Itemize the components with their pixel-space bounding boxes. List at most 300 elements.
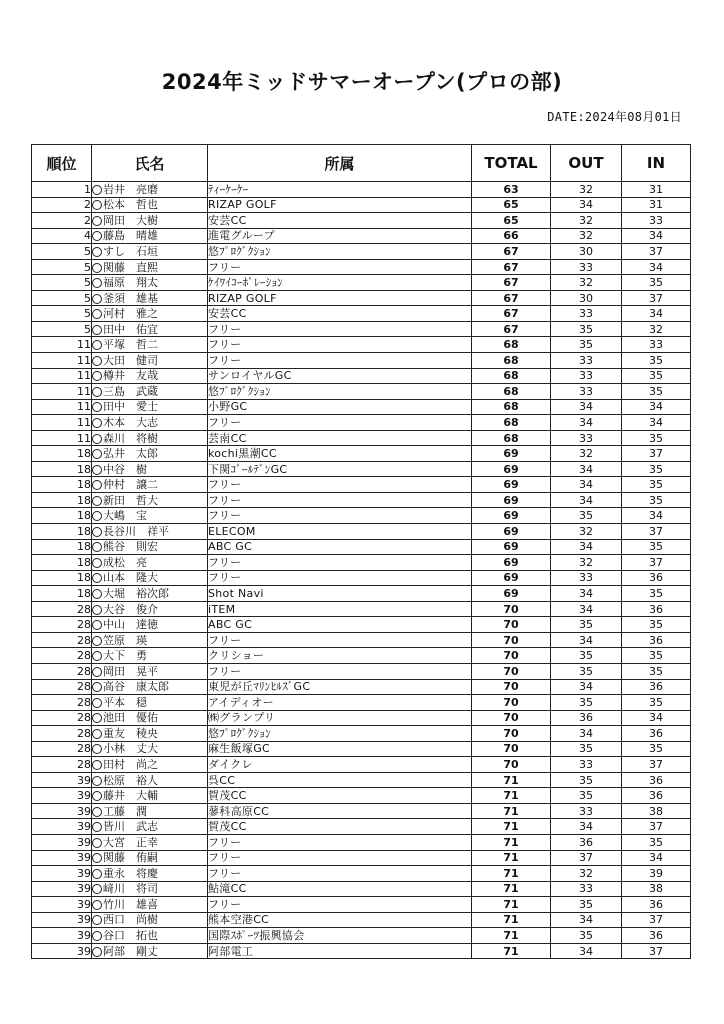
rank-cell: 5 — [32, 275, 92, 291]
player-name: 釜須 雄基 — [103, 291, 158, 305]
out-score-cell: 30 — [551, 244, 622, 260]
circle-icon — [92, 449, 102, 459]
player-name-cell — [92, 788, 208, 804]
out-score-cell: 34 — [551, 197, 622, 213]
affiliation-cell: アイディオー — [208, 695, 472, 711]
table-row — [32, 928, 691, 944]
total-score-cell: 63 — [472, 182, 551, 198]
out-score-cell: 32 — [551, 555, 622, 571]
in-score-cell: 37 — [622, 524, 691, 540]
total-score-cell: 69 — [472, 539, 551, 555]
rank-cell: 39 — [32, 819, 92, 835]
player-name-cell — [92, 228, 208, 244]
table-row — [32, 772, 691, 788]
circle-icon — [92, 247, 102, 257]
table-row — [32, 819, 691, 835]
total-score-cell: 69 — [472, 555, 551, 571]
circle-icon — [92, 667, 102, 677]
affiliation-cell: フリー — [208, 492, 472, 508]
total-score-cell: 68 — [472, 353, 551, 369]
player-name-cell — [92, 726, 208, 742]
in-score-cell: 36 — [622, 772, 691, 788]
player-name-cell — [92, 353, 208, 369]
total-score-cell: 71 — [472, 803, 551, 819]
in-score-cell: 36 — [622, 679, 691, 695]
header-affiliation: 所属 — [208, 145, 472, 182]
in-score-cell: 36 — [622, 570, 691, 586]
affiliation-cell: 安芸CC — [208, 306, 472, 322]
table-row — [32, 741, 691, 757]
player-name-cell — [92, 819, 208, 835]
circle-icon — [92, 185, 102, 195]
circle-icon — [92, 744, 102, 754]
circle-icon — [92, 698, 102, 708]
page-title: 2024年ミッドサマーオープン(プロの部) — [161, 70, 563, 94]
affiliation-cell: 鮎滝CC — [208, 881, 472, 897]
rank-cell: 5 — [32, 259, 92, 275]
rank-cell: 39 — [32, 943, 92, 959]
table-row — [32, 648, 691, 664]
out-score-cell: 34 — [551, 601, 622, 617]
circle-icon — [92, 713, 102, 723]
table-row — [32, 477, 691, 493]
player-name-cell — [92, 695, 208, 711]
in-score-cell: 36 — [622, 632, 691, 648]
circle-icon — [92, 760, 102, 770]
circle-icon — [92, 822, 102, 832]
out-score-cell: 32 — [551, 446, 622, 462]
affiliation-cell: フリー — [208, 663, 472, 679]
table-row — [32, 788, 691, 804]
circle-icon — [92, 527, 102, 537]
table-row — [32, 663, 691, 679]
in-score-cell: 34 — [622, 710, 691, 726]
affiliation-cell: 呉CC — [208, 772, 472, 788]
rank-cell: 11 — [32, 430, 92, 446]
player-name-cell — [92, 881, 208, 897]
circle-icon — [92, 900, 102, 910]
table-row — [32, 228, 691, 244]
out-score-cell: 33 — [551, 368, 622, 384]
rank-cell: 28 — [32, 679, 92, 695]
player-name-cell — [92, 197, 208, 213]
affiliation-cell: 下関ｺﾞｰﾙﾃﾞﾝGC — [208, 461, 472, 477]
out-score-cell: 36 — [551, 834, 622, 850]
rank-cell: 39 — [32, 928, 92, 944]
affiliation-cell: ABC GC — [208, 539, 472, 555]
total-score-cell: 69 — [472, 570, 551, 586]
out-score-cell: 35 — [551, 741, 622, 757]
table-row — [32, 197, 691, 213]
affiliation-cell: 東児が丘ﾏﾘﾝﾋﾙｽﾞGC — [208, 679, 472, 695]
out-score-cell: 32 — [551, 182, 622, 198]
rank-cell: 28 — [32, 601, 92, 617]
player-name-cell — [92, 244, 208, 260]
table-row — [32, 368, 691, 384]
player-name-cell — [92, 648, 208, 664]
player-name: 田村 尚之 — [103, 758, 158, 771]
rank-cell: 39 — [32, 834, 92, 850]
circle-icon — [92, 869, 102, 879]
out-score-cell: 35 — [551, 648, 622, 664]
rank-cell: 11 — [32, 399, 92, 415]
player-name: 福原 翔太 — [103, 276, 158, 290]
in-score-cell: 34 — [622, 228, 691, 244]
player-name: 岡田 大樹 — [103, 213, 158, 227]
player-name-cell — [92, 415, 208, 431]
out-score-cell: 33 — [551, 881, 622, 897]
circle-icon — [92, 542, 102, 552]
date-label: DATE:2024年08月01日 — [547, 110, 682, 124]
in-score-cell: 35 — [622, 663, 691, 679]
table-row — [32, 586, 691, 602]
out-score-cell: 33 — [551, 384, 622, 400]
player-name: 大下 勇 — [103, 649, 147, 663]
out-score-cell: 34 — [551, 477, 622, 493]
total-score-cell: 71 — [472, 866, 551, 882]
table-row — [32, 834, 691, 850]
out-score-cell: 35 — [551, 617, 622, 633]
total-score-cell: 71 — [472, 788, 551, 804]
player-name: 田中 佑宜 — [103, 322, 158, 336]
table-row — [32, 601, 691, 617]
total-score-cell: 69 — [472, 524, 551, 540]
total-score-cell: 67 — [472, 275, 551, 291]
total-score-cell: 69 — [472, 477, 551, 493]
in-score-cell: 34 — [622, 850, 691, 866]
in-score-cell: 37 — [622, 290, 691, 306]
out-score-cell: 37 — [551, 850, 622, 866]
table-row — [32, 306, 691, 322]
rank-cell: 39 — [32, 866, 92, 882]
in-score-cell: 37 — [622, 912, 691, 928]
out-score-cell: 34 — [551, 679, 622, 695]
affiliation-cell: フリー — [208, 866, 472, 882]
player-name-cell — [92, 586, 208, 602]
affiliation-cell: ㈱グランプリ — [208, 710, 472, 726]
results-table — [31, 144, 691, 959]
circle-icon — [92, 573, 102, 583]
out-score-cell: 34 — [551, 539, 622, 555]
rank-cell: 11 — [32, 337, 92, 353]
player-name: 成松 亮 — [103, 555, 147, 569]
circle-icon — [92, 216, 102, 226]
out-score-cell: 30 — [551, 290, 622, 306]
affiliation-cell: 国際ｽﾎﾟｰﾂ振興協会 — [208, 928, 472, 944]
table-row — [32, 524, 691, 540]
player-name-cell — [92, 399, 208, 415]
affiliation-cell: フリー — [208, 477, 472, 493]
player-name-cell — [92, 508, 208, 524]
table-row — [32, 757, 691, 773]
player-name: 谷口 拓也 — [103, 929, 158, 943]
player-name: 竹川 雄喜 — [103, 897, 158, 911]
affiliation-cell: RIZAP GOLF — [208, 290, 472, 306]
total-score-cell: 71 — [472, 912, 551, 928]
circle-icon — [92, 231, 102, 241]
rank-cell: 39 — [32, 850, 92, 866]
table-row — [32, 259, 691, 275]
total-score-cell: 67 — [472, 259, 551, 275]
total-score-cell: 70 — [472, 632, 551, 648]
rank-cell: 11 — [32, 368, 92, 384]
total-score-cell: 71 — [472, 772, 551, 788]
in-score-cell: 34 — [622, 415, 691, 431]
out-score-cell: 34 — [551, 492, 622, 508]
player-name: 新田 哲大 — [103, 493, 158, 507]
player-name-cell — [92, 182, 208, 198]
table-row — [32, 275, 691, 291]
affiliation-cell: フリー — [208, 570, 472, 586]
out-score-cell: 32 — [551, 228, 622, 244]
total-score-cell: 71 — [472, 897, 551, 913]
player-name: 関藤 侑嗣 — [103, 851, 158, 865]
table-row — [32, 213, 691, 229]
player-name: 河村 雅之 — [103, 307, 158, 321]
table-row — [32, 881, 691, 897]
in-score-cell: 35 — [622, 617, 691, 633]
affiliation-cell: 賀茂CC — [208, 788, 472, 804]
in-score-cell: 35 — [622, 384, 691, 400]
circle-icon — [92, 511, 102, 521]
in-score-cell: 35 — [622, 586, 691, 602]
affiliation-cell: フリー — [208, 632, 472, 648]
total-score-cell: 71 — [472, 943, 551, 959]
circle-icon — [92, 605, 102, 615]
affiliation-cell: 悠ﾌﾟﾛｸﾞｸｼｮﾝ — [208, 726, 472, 742]
player-name-cell — [92, 912, 208, 928]
player-name: 小林 丈大 — [103, 742, 158, 756]
table-row — [32, 244, 691, 260]
player-name: 長谷川 祥平 — [103, 524, 169, 538]
player-name-cell — [92, 290, 208, 306]
out-score-cell: 35 — [551, 897, 622, 913]
rank-cell: 11 — [32, 415, 92, 431]
player-name-cell — [92, 539, 208, 555]
out-score-cell: 32 — [551, 866, 622, 882]
circle-icon — [92, 200, 102, 210]
table-row — [32, 539, 691, 555]
table-row — [32, 492, 691, 508]
out-score-cell: 32 — [551, 524, 622, 540]
player-name-cell — [92, 632, 208, 648]
rank-cell: 28 — [32, 663, 92, 679]
player-name: 中山 達徳 — [103, 618, 158, 632]
circle-icon — [92, 496, 102, 506]
player-name-cell — [92, 570, 208, 586]
table-row — [32, 290, 691, 306]
total-score-cell: 70 — [472, 601, 551, 617]
rank-cell: 2 — [32, 197, 92, 213]
total-score-cell: 67 — [472, 244, 551, 260]
table-row — [32, 617, 691, 633]
affiliation-cell: 悠ﾌﾟﾛｸﾞｸｼｮﾝ — [208, 384, 472, 400]
rank-cell: 18 — [32, 508, 92, 524]
total-score-cell: 71 — [472, 881, 551, 897]
circle-icon — [92, 947, 102, 957]
out-score-cell: 33 — [551, 803, 622, 819]
circle-icon — [92, 356, 102, 366]
total-score-cell: 68 — [472, 384, 551, 400]
in-score-cell: 37 — [622, 943, 691, 959]
in-score-cell: 37 — [622, 819, 691, 835]
total-score-cell: 70 — [472, 726, 551, 742]
rank-cell: 39 — [32, 912, 92, 928]
affiliation-cell: 小野GC — [208, 399, 472, 415]
table-row — [32, 399, 691, 415]
affiliation-cell: フリー — [208, 353, 472, 369]
player-name: 三島 武蔵 — [103, 384, 158, 398]
header-total: TOTAL — [472, 145, 551, 182]
player-name: 関藤 直熙 — [103, 260, 158, 274]
in-score-cell: 36 — [622, 897, 691, 913]
in-score-cell: 34 — [622, 508, 691, 524]
affiliation-cell: フリー — [208, 415, 472, 431]
circle-icon — [92, 853, 102, 863]
affiliation-cell: 安芸CC — [208, 213, 472, 229]
rank-cell: 5 — [32, 321, 92, 337]
player-name: 重友 稜央 — [103, 726, 158, 740]
table-row — [32, 555, 691, 571]
table-row — [32, 632, 691, 648]
player-name: 中谷 樹 — [103, 462, 147, 476]
table-row — [32, 446, 691, 462]
player-name: 笠原 瑛 — [103, 633, 147, 647]
total-score-cell: 70 — [472, 757, 551, 773]
player-name: 大谷 俊介 — [103, 602, 158, 616]
in-score-cell: 33 — [622, 213, 691, 229]
total-score-cell: 69 — [472, 446, 551, 462]
total-score-cell: 70 — [472, 663, 551, 679]
in-score-cell: 38 — [622, 881, 691, 897]
rank-cell: 18 — [32, 586, 92, 602]
table-row — [32, 384, 691, 400]
rank-cell: 39 — [32, 803, 92, 819]
out-score-cell: 35 — [551, 695, 622, 711]
in-score-cell: 35 — [622, 430, 691, 446]
rank-cell: 18 — [32, 446, 92, 462]
player-name-cell — [92, 741, 208, 757]
rank-cell: 28 — [32, 757, 92, 773]
player-name: 木本 大志 — [103, 415, 158, 429]
player-name-cell — [92, 337, 208, 353]
in-score-cell: 36 — [622, 726, 691, 742]
out-score-cell: 35 — [551, 928, 622, 944]
player-name: 大嶋 宝 — [103, 509, 147, 523]
player-name-cell — [92, 492, 208, 508]
circle-icon — [92, 807, 102, 817]
affiliation-cell: 麻生飯塚GC — [208, 741, 472, 757]
rank-cell: 4 — [32, 228, 92, 244]
player-name-cell — [92, 446, 208, 462]
circle-icon — [92, 915, 102, 925]
player-name-cell — [92, 897, 208, 913]
in-score-cell: 38 — [622, 803, 691, 819]
player-name: 高谷 康太郎 — [103, 680, 169, 694]
total-score-cell: 70 — [472, 741, 551, 757]
rank-cell: 5 — [32, 306, 92, 322]
out-score-cell: 34 — [551, 586, 622, 602]
player-name: 平塚 哲二 — [103, 338, 158, 352]
circle-icon — [92, 418, 102, 428]
total-score-cell: 70 — [472, 695, 551, 711]
header-row — [32, 145, 691, 182]
out-score-cell: 34 — [551, 943, 622, 959]
total-score-cell: 65 — [472, 197, 551, 213]
in-score-cell: 34 — [622, 259, 691, 275]
player-name: 松本 哲也 — [103, 198, 158, 212]
in-score-cell: 37 — [622, 555, 691, 571]
player-name-cell — [92, 524, 208, 540]
affiliation-cell: クリショー — [208, 648, 472, 664]
rank-cell: 28 — [32, 648, 92, 664]
total-score-cell: 67 — [472, 321, 551, 337]
rank-cell: 18 — [32, 555, 92, 571]
circle-icon — [92, 294, 102, 304]
player-name-cell — [92, 772, 208, 788]
in-score-cell: 35 — [622, 368, 691, 384]
in-score-cell: 35 — [622, 741, 691, 757]
in-score-cell: 35 — [622, 275, 691, 291]
circle-icon — [92, 309, 102, 319]
total-score-cell: 70 — [472, 710, 551, 726]
total-score-cell: 68 — [472, 415, 551, 431]
player-name-cell — [92, 306, 208, 322]
rank-cell: 2 — [32, 213, 92, 229]
total-score-cell: 69 — [472, 508, 551, 524]
total-score-cell: 68 — [472, 368, 551, 384]
player-name-cell — [92, 617, 208, 633]
circle-icon — [92, 263, 102, 273]
player-name-cell — [92, 803, 208, 819]
in-score-cell: 39 — [622, 866, 691, 882]
table-row — [32, 726, 691, 742]
player-name-cell — [92, 477, 208, 493]
total-score-cell: 71 — [472, 819, 551, 835]
table-row — [32, 337, 691, 353]
circle-icon — [92, 434, 102, 444]
table-row — [32, 803, 691, 819]
out-score-cell: 34 — [551, 912, 622, 928]
rank-cell: 18 — [32, 492, 92, 508]
player-name: 山本 隆大 — [103, 571, 158, 585]
rank-cell: 11 — [32, 353, 92, 369]
table-row — [32, 415, 691, 431]
player-name: 藤島 晴雄 — [103, 229, 158, 243]
in-score-cell: 35 — [622, 353, 691, 369]
total-score-cell: 70 — [472, 679, 551, 695]
circle-icon — [92, 480, 102, 490]
affiliation-cell: フリー — [208, 897, 472, 913]
out-score-cell: 33 — [551, 259, 622, 275]
player-name: 仲村 譲二 — [103, 478, 158, 492]
total-score-cell: 69 — [472, 461, 551, 477]
out-score-cell: 32 — [551, 213, 622, 229]
total-score-cell: 71 — [472, 928, 551, 944]
player-name-cell — [92, 321, 208, 337]
rank-cell: 18 — [32, 570, 92, 586]
player-name-cell — [92, 461, 208, 477]
circle-icon — [92, 402, 102, 412]
circle-icon — [92, 278, 102, 288]
affiliation-cell: RIZAP GOLF — [208, 197, 472, 213]
circle-icon — [92, 884, 102, 894]
header-name: 氏名 — [92, 145, 208, 182]
player-name-cell — [92, 213, 208, 229]
circle-icon — [92, 325, 102, 335]
total-score-cell: 68 — [472, 430, 551, 446]
circle-icon — [92, 776, 102, 786]
